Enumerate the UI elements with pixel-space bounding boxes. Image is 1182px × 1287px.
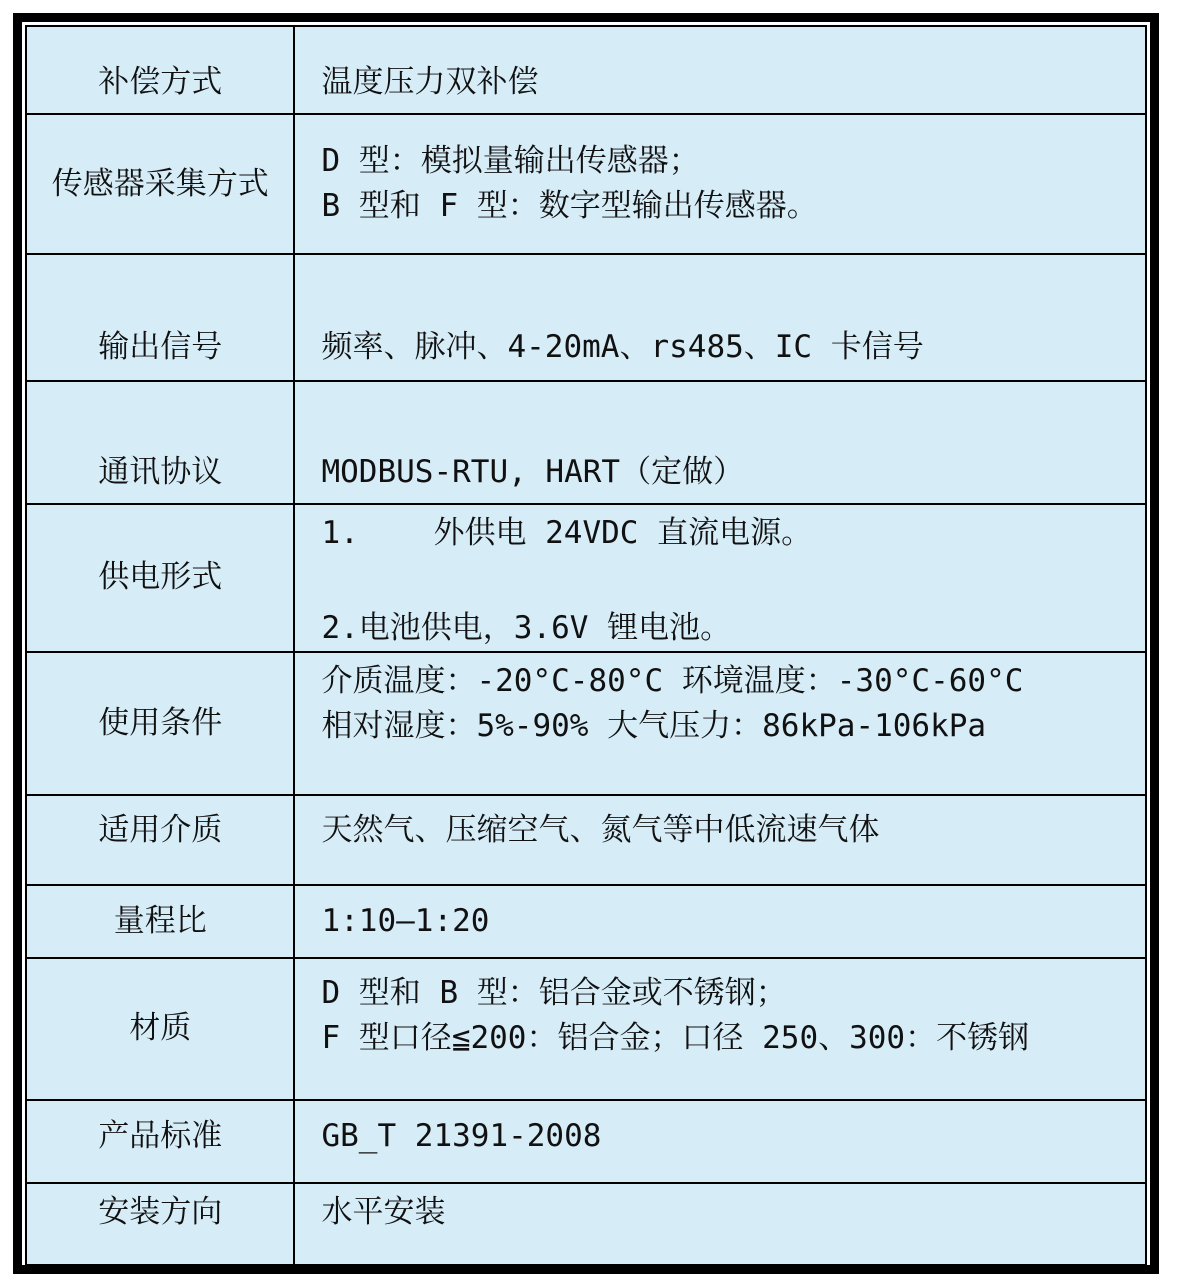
- value-line: GB_T 21391-2008: [321, 1117, 602, 1154]
- row-label: 通讯协议: [26, 381, 294, 504]
- row-value: [294, 885, 1146, 958]
- spec-row-material: [26, 958, 1146, 1100]
- value-line: F 型口径≦200：铝合金；口径 250、300：不锈钢: [321, 1019, 1030, 1056]
- value-line: 1. 外供电 24VDC 直流电源。: [321, 515, 813, 551]
- row-label: 供电形式: [26, 504, 294, 652]
- row-value: [294, 381, 1146, 504]
- value-line: 天然气、压缩空气、氮气等中低流速气体: [321, 811, 880, 848]
- spec-table-frame: [13, 13, 1159, 1274]
- row-value: [294, 254, 1146, 381]
- row-label: 传感器采集方式: [26, 114, 294, 254]
- value-line: 水平安装: [321, 1193, 446, 1230]
- row-value: [294, 26, 1146, 114]
- row-label: 补偿方式: [26, 26, 294, 114]
- value-line: 介质温度：-20°C-80°C 环境温度：-30°C-60°C: [321, 662, 1024, 699]
- row-label: 输出信号: [26, 254, 294, 381]
- row-label: 材质: [26, 958, 294, 1100]
- row-label: 安装方向: [26, 1183, 294, 1265]
- spec-row-turndown-ratio: [26, 885, 1146, 958]
- spec-row-communication-protocol: [26, 381, 1146, 504]
- spec-row-applicable-media: [26, 795, 1146, 885]
- value-line: 2.电池供电，3.6V 锂电池。: [321, 609, 732, 646]
- row-value: [294, 958, 1146, 1100]
- spec-row-product-standard: [26, 1100, 1146, 1183]
- row-label: 产品标准: [26, 1100, 294, 1183]
- value-line: 温度压力双补偿: [321, 64, 539, 101]
- row-label: 量程比: [26, 885, 294, 958]
- row-value: [294, 114, 1146, 254]
- spec-row-sensor-acquisition: [26, 114, 1146, 254]
- value-line: D 型和 B 型：铝合金或不锈钢；: [321, 974, 787, 1011]
- spec-row-output-signal: [26, 254, 1146, 381]
- value-line: D 型：模拟量输出传感器；: [321, 143, 700, 180]
- spec-row-compensation-mode: [26, 26, 1146, 114]
- spec-table: [25, 25, 1147, 1266]
- row-label: 适用介质: [26, 795, 294, 885]
- row-label: 使用条件: [26, 652, 294, 795]
- value-line: 1:10—1:20: [321, 902, 490, 939]
- row-value: [294, 795, 1146, 885]
- row-value: [294, 652, 1146, 795]
- row-value: [294, 1183, 1146, 1265]
- spec-row-operating-conditions: [26, 652, 1146, 795]
- row-value: [294, 504, 1146, 652]
- value-line: MODBUS-RTU, HART（定做）: [321, 454, 745, 491]
- value-line: B 型和 F 型：数字型输出传感器。: [321, 188, 818, 224]
- value-line: 频率、脉冲、4-20mA、rs485、IC 卡信号: [321, 329, 924, 366]
- spec-row-power-supply: [26, 504, 1146, 652]
- value-line: 相对湿度：5%-90% 大气压力：86kPa-106kPa: [321, 707, 987, 744]
- row-value: [294, 1100, 1146, 1183]
- spec-row-installation-direction: [26, 1183, 1146, 1265]
